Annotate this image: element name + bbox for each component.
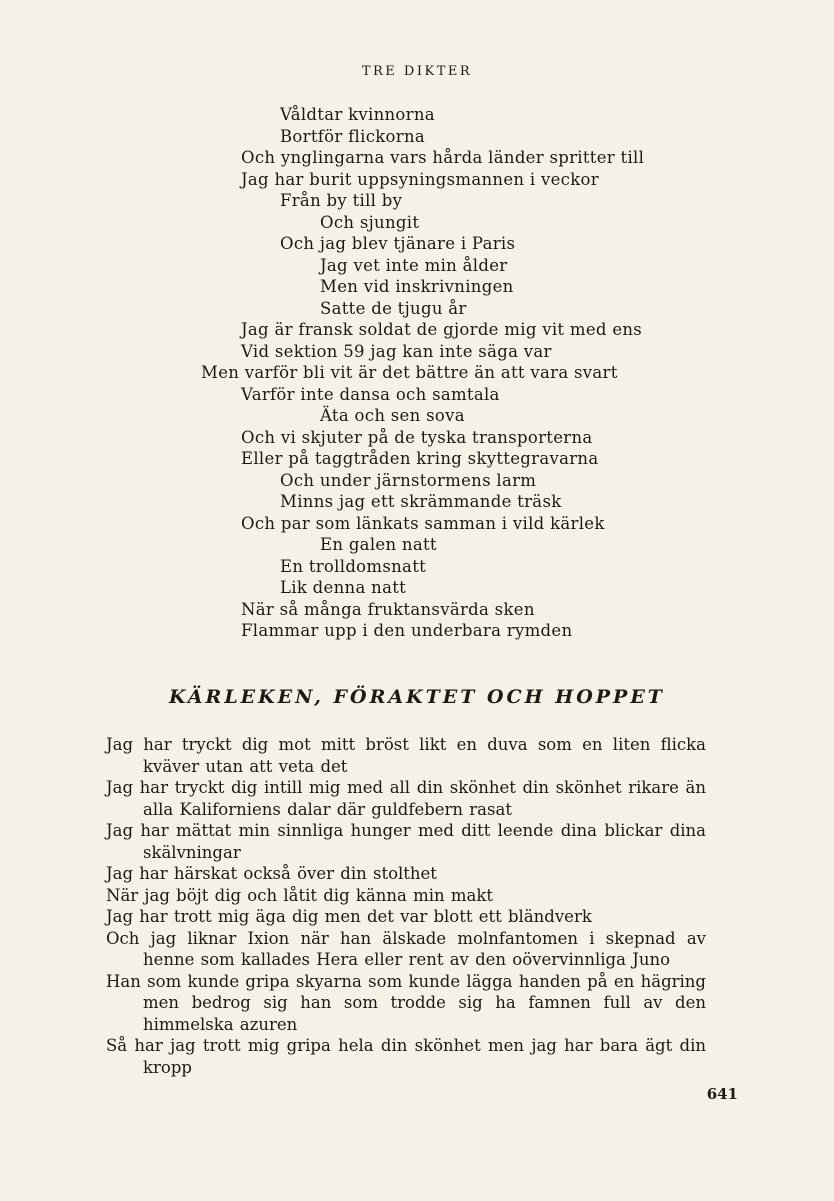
poem-line: Jag vet inte min ålder (320, 255, 508, 275)
poem-line: Våldtar kvinnorna (280, 105, 435, 124)
poem-line: Minns jag ett skrämmande träsk (280, 492, 562, 511)
poem-stanza: Jag har tryckt dig intill mig med all din skönhet din skönhet rikare än alla Kaliforniens dalar där guldfebern rasat (106, 778, 706, 819)
running-head: TRE DIKTER (361, 64, 473, 79)
poem-line: Men vid inskrivningen (320, 277, 514, 296)
poem-line: Och ynglingarna vars hårda länder spritter till (241, 148, 645, 167)
poem-line: Eller på taggtråden kring skyttegravarna (241, 449, 599, 468)
poem-line: Varför inte dansa och samtala (241, 384, 500, 404)
poem-karleken (106, 734, 706, 1078)
poem-stanza: Han som kunde gripa skyarna som kunde lägga handen på en hägring men bedrog sig han som trodde sig ha famnen full av den himmelska azuren (106, 971, 706, 1034)
poem-line: En galen natt (320, 535, 437, 554)
poem-stanza: Jag har mättat min sinnliga hunger med ditt leende dina blickar dina skälvningar (106, 821, 706, 862)
poem-stanza: När jag böjt dig och låtit dig känna min makt (106, 885, 493, 905)
poem-line: Från by till by (280, 191, 403, 210)
poem-line: Men varför bli vit är det bättre än att vara svart (201, 363, 618, 382)
poem-stanza: Så har jag trott mig gripa hela din skönhet men jag har bara ägt din kropp (106, 1036, 706, 1077)
poem-stanza: Jag har trott mig äga dig men det var blott ett bländverk (106, 907, 592, 926)
poem-line: Lik denna natt (280, 578, 407, 597)
poem-line: Bortför flickorna (280, 126, 426, 146)
poem-line: Jag är fransk soldat de gjorde mig vit med ens (241, 320, 643, 339)
poem-line: En trolldomsnatt (280, 556, 427, 576)
poem-line: Och par som länkats samman i vild kärlek (241, 513, 605, 533)
poem-line: Och sjungit (320, 212, 420, 232)
poem-line: Satte de tjugu år (320, 298, 467, 318)
poem-stanza: Jag har härskat också över din stolthet (106, 864, 437, 883)
poem-line: Vid sektion 59 jag kan inte säga var (241, 341, 552, 361)
poem-line: Äta och sen sova (320, 406, 465, 425)
poem-title: KÄRLEKEN, FÖRAKTET OCH HOPPET (169, 686, 665, 708)
poem-line: Och vi skjuter på de tyska transporterna (241, 427, 593, 447)
poem-stanza: Och jag liknar Ixion när han älskade molnfantomen i skepnad av henne som kallades Hera eller rent av den oövervinnliga Juno (106, 928, 706, 969)
page-number: 641 (706, 1085, 738, 1103)
poem-line: Flammar upp i den underbara rymden (241, 621, 573, 640)
poem-stanza: Jag har tryckt dig mot mitt bröst likt en duva som en liten flicka kväver utan att veta det (106, 735, 706, 776)
poem-line: Jag har burit uppsyningsmannen i veckor (241, 169, 599, 189)
poem-line: Och under järnstormens larm (280, 470, 537, 490)
poem-line: Och jag blev tjänare i Paris (280, 234, 516, 253)
poem-line: När så många fruktansvärda sken (241, 599, 535, 619)
